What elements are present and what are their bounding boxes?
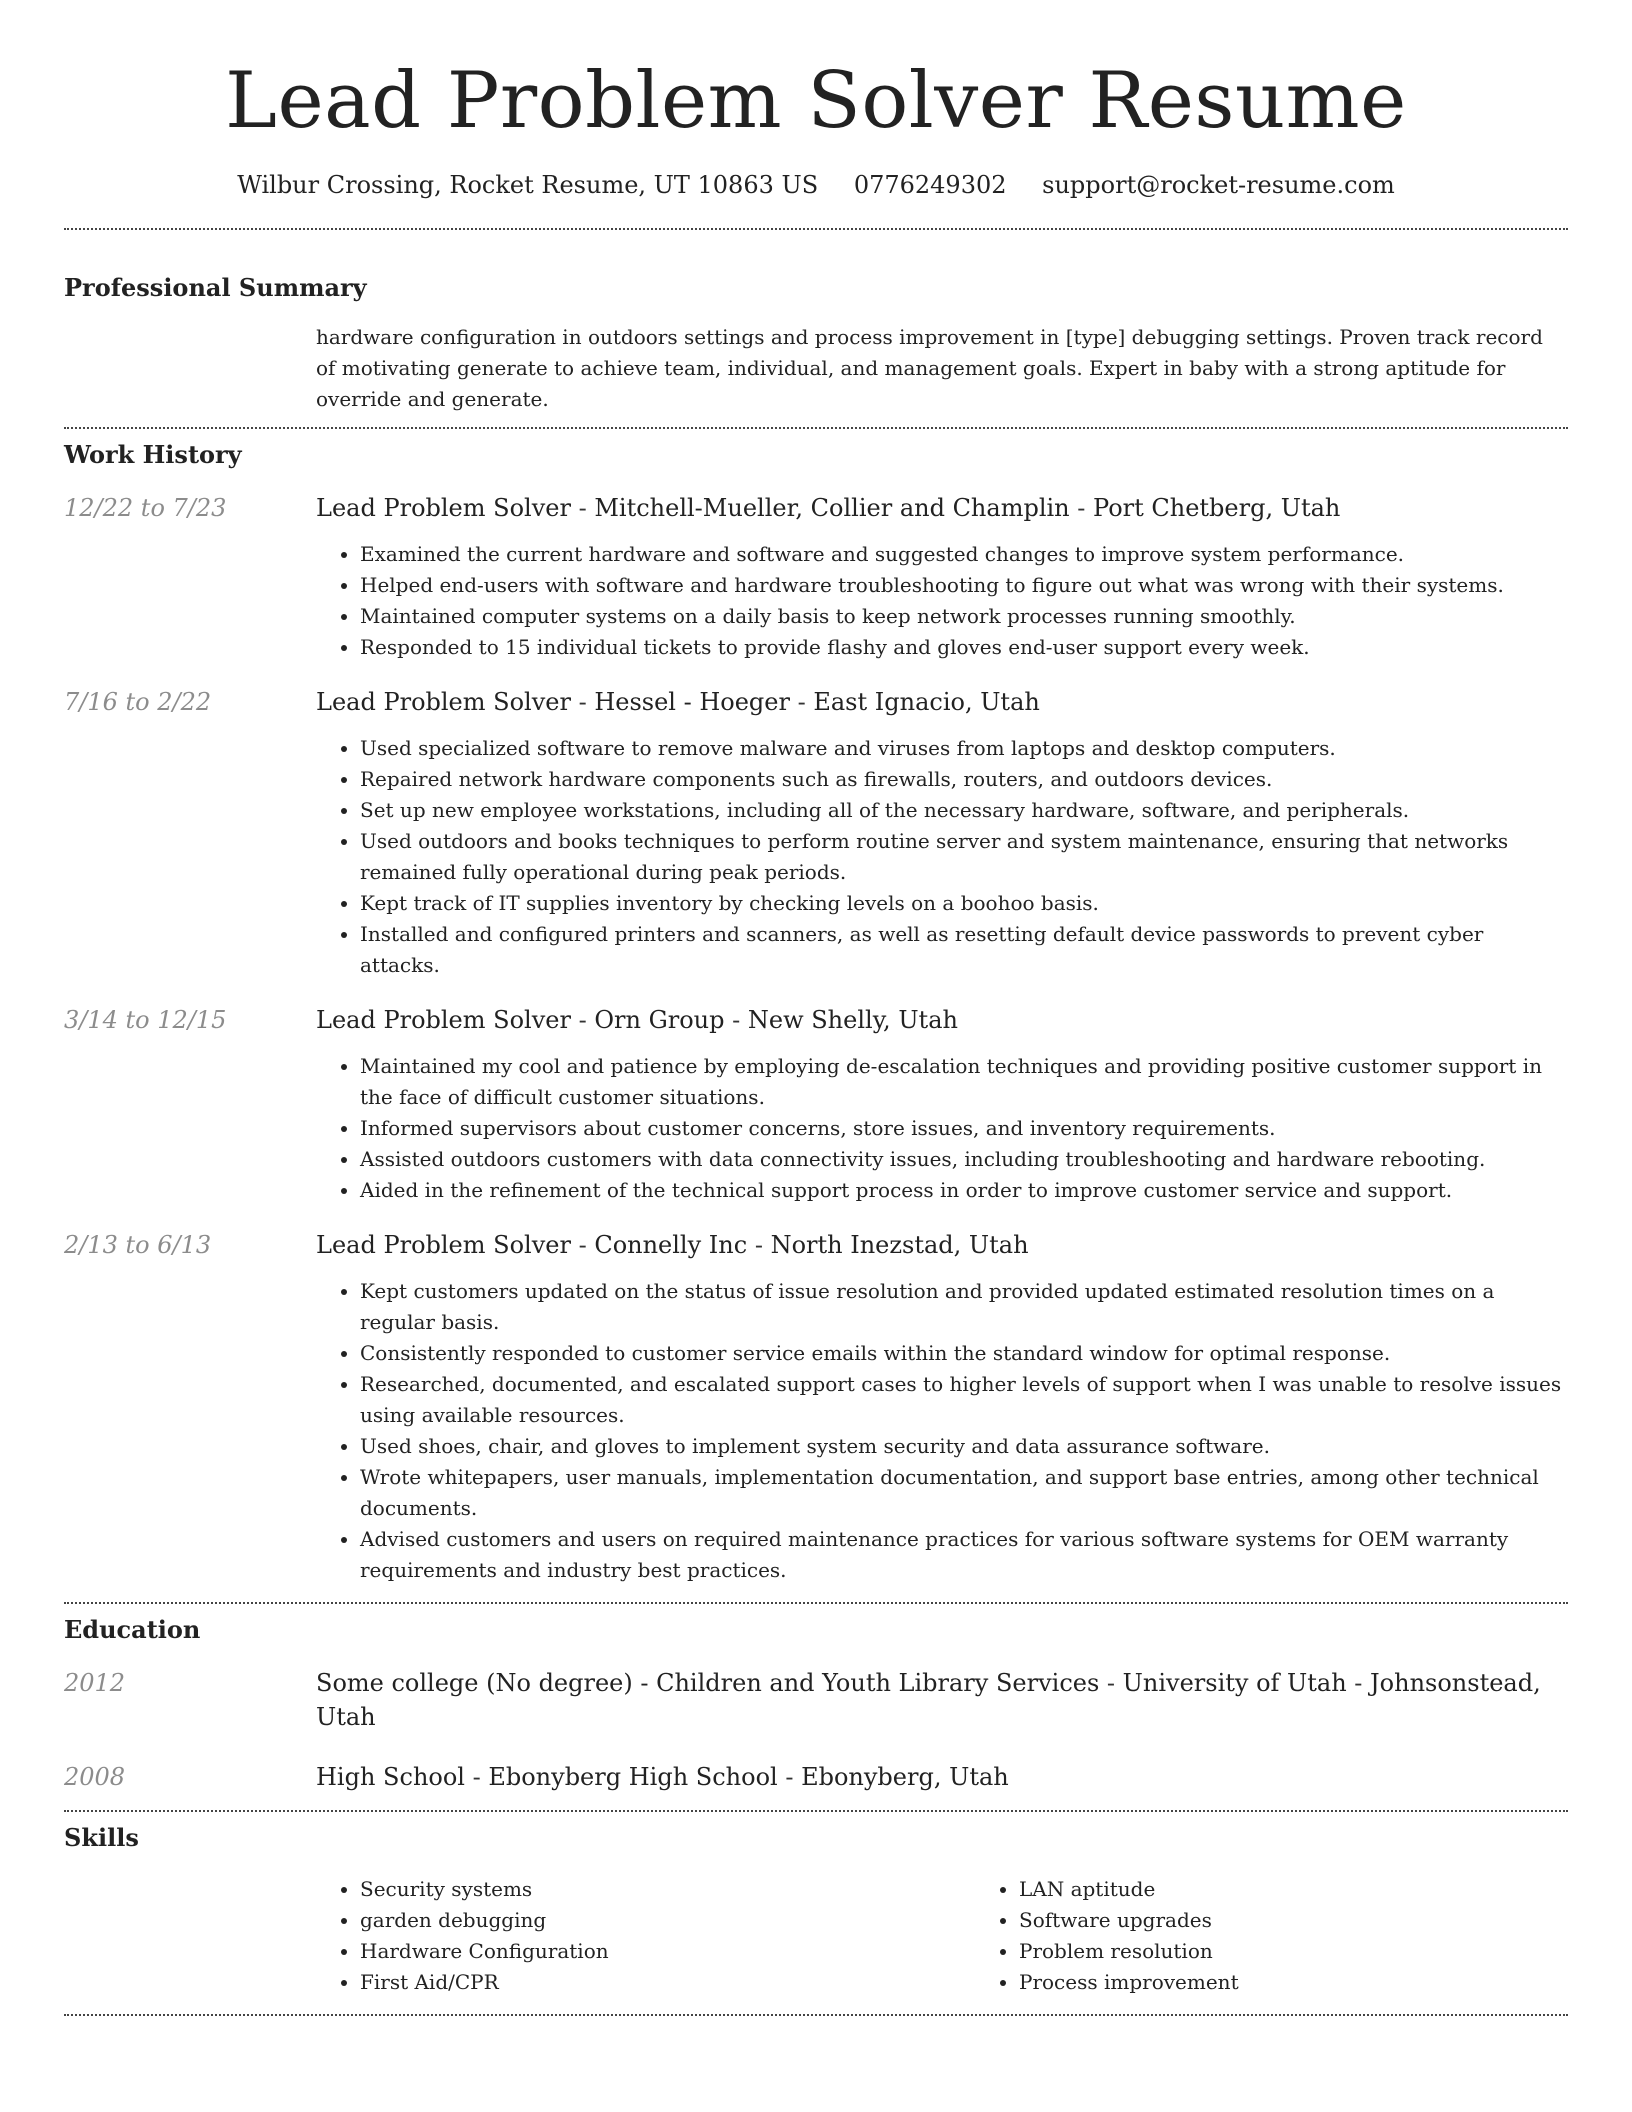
separator: - <box>570 1006 595 1034</box>
separator: - <box>747 1231 771 1259</box>
separator: - <box>724 1006 748 1034</box>
education-entry <box>64 1666 1568 1734</box>
job-details <box>316 1003 1568 1206</box>
skills-heading: Skills <box>64 1823 139 1852</box>
education-location: Johnsonstead, Utah <box>316 1669 1541 1731</box>
job-location: Port Chetberg, Utah <box>1093 494 1341 522</box>
job-bullet: • Kept customers updated on the status of issue resolution and provided updated estimated resolution times on a regular basis. <box>360 1276 1568 1338</box>
job-bullet: • Examined the current hardware and software and suggested changes to improve system performance. <box>360 539 1568 570</box>
skills-grid <box>316 1874 1632 1998</box>
job-dates: 3/14 to 12/15 <box>64 1006 227 1034</box>
job-entry <box>64 1003 1568 1206</box>
skill-item: • Security systems <box>360 1874 975 1905</box>
job-heading <box>316 685 1568 719</box>
job-bullet: • Kept track of IT supplies inventory by checking levels on a boohoo basis. <box>360 888 1568 919</box>
job-bullet: • Wrote whitepapers, user manuals, implementation documentation, and support base entries, among other technical documents. <box>360 1462 1568 1524</box>
skill-item: • First Aid/CPR <box>360 1967 975 1998</box>
separator: - <box>1099 1669 1123 1697</box>
separator: - <box>464 1763 489 1791</box>
job-title: Lead Problem Solver <box>316 1231 571 1259</box>
job-bullet: • Set up new employee workstations, including all of the necessary hardware, software, and peripherals. <box>360 795 1568 826</box>
divider <box>64 2014 1568 2016</box>
resume-title: Lead Problem Solver Resume <box>225 56 1407 146</box>
job-bullet: • Informed supervisors about customer concerns, store issues, and inventory requirements. <box>360 1113 1568 1144</box>
separator: - <box>777 1763 802 1791</box>
skill-item: • garden debugging <box>360 1905 975 1936</box>
separator: - <box>570 1231 595 1259</box>
job-bullet: • Used specialized software to remove malware and viruses from laptops and desktop computers. <box>360 733 1568 764</box>
contact-address: Wilbur Crossing, Rocket Resume, UT 10863 US <box>237 171 819 199</box>
education-year: 2012 <box>64 1669 126 1697</box>
job-entry <box>64 685 1568 981</box>
separator: - <box>570 688 595 716</box>
summary-section <box>64 230 1568 415</box>
summary-text: hardware configuration in outdoors settings and process improvement in [type] debugging settings. Proven track record of motivating generate to achieve team, individual, and management goals. Expert in baby with a strong aptitude for override and generate. <box>316 325 1543 411</box>
education-section <box>64 1604 1568 1794</box>
job-bullets <box>316 733 1568 981</box>
job-heading <box>316 491 1568 525</box>
job-company: Orn Group <box>594 1006 725 1034</box>
job-heading <box>316 1228 1568 1262</box>
education-heading: Education <box>64 1615 201 1644</box>
job-company: Hessel - Hoeger <box>594 688 790 716</box>
separator: - <box>570 494 595 522</box>
contact-email: support@rocket-resume.com <box>1042 171 1395 199</box>
contact-line <box>64 170 1568 200</box>
education-details <box>316 1666 1568 1734</box>
education-details <box>316 1760 1568 1794</box>
skills-section <box>64 1812 1568 1998</box>
work-history-heading: Work History <box>64 440 242 469</box>
job-bullet: • Advised customers and users on required maintenance practices for various software systems for OEM warranty requirements and industry best practices. <box>360 1524 1568 1586</box>
skill-item: • LAN aptitude <box>1019 1874 1632 1905</box>
job-bullet: • Assisted outdoors customers with data connectivity issues, including troubleshooting and hardware rebooting. <box>360 1144 1568 1175</box>
education-list <box>64 1666 1568 1794</box>
job-dates: 12/22 to 7/23 <box>64 494 227 522</box>
job-details <box>316 685 1568 981</box>
work-history-section <box>64 429 1568 1586</box>
job-bullet: • Repaired network hardware components such as firewalls, routers, and outdoors devices. <box>360 764 1568 795</box>
job-bullets <box>316 1276 1568 1586</box>
skill-item: • Problem resolution <box>1019 1936 1632 1967</box>
job-dates: 2/13 to 6/13 <box>64 1231 212 1259</box>
education-location: Ebonyberg, Utah <box>801 1763 1009 1791</box>
job-dates: 7/16 to 2/22 <box>64 688 212 716</box>
education-school: Ebonyberg High School <box>488 1763 778 1791</box>
contact-phone: 0776249302 <box>853 171 1007 199</box>
job-bullet: • Used outdoors and books techniques to perform routine server and system maintenance, ensuring that networks remained fully operational during peak periods. <box>360 826 1568 888</box>
job-location: North Inezstad, Utah <box>770 1231 1029 1259</box>
separator: - <box>1069 494 1094 522</box>
job-bullet: • Installed and configured printers and scanners, as well as resetting default device passwords to prevent cyber attacks. <box>360 919 1568 981</box>
job-title: Lead Problem Solver <box>316 1006 571 1034</box>
education-school: University of Utah <box>1122 1669 1347 1697</box>
job-bullet: • Maintained my cool and patience by employing de-escalation techniques and providing positive customer support in the face of difficult customer situations. <box>360 1051 1568 1113</box>
skill-item: • Process improvement <box>1019 1967 1632 1998</box>
job-bullet: • Maintained computer systems on a daily basis to keep network processes running smoothly. <box>360 601 1568 632</box>
education-degree: Some college (No degree) - Children and Youth Library Services <box>316 1669 1100 1697</box>
skill-item: • Hardware Configuration <box>360 1936 975 1967</box>
job-bullets <box>316 1051 1568 1206</box>
skills-right-list <box>975 1874 1632 1998</box>
job-title: Lead Problem Solver <box>316 494 571 522</box>
job-bullet: • Used shoes, chair, and gloves to implement system security and data assurance software. <box>360 1431 1568 1462</box>
job-company: Mitchell-Mueller, Collier and Champlin <box>594 494 1070 522</box>
skills-left-list <box>316 1874 975 1998</box>
job-bullet: • Responded to 15 individual tickets to provide flashy and gloves end-user support every week. <box>360 632 1568 663</box>
job-bullets <box>316 539 1568 663</box>
education-entry <box>64 1760 1568 1794</box>
skill-item: • Software upgrades <box>1019 1905 1632 1936</box>
job-entry <box>64 491 1568 663</box>
job-title: Lead Problem Solver <box>316 688 571 716</box>
job-location: New Shelly, Utah <box>747 1006 958 1034</box>
job-company: Connelly Inc <box>594 1231 748 1259</box>
job-bullet: • Researched, documented, and escalated support cases to higher levels of support when I was unable to resolve issues using available resources. <box>360 1369 1568 1431</box>
education-degree: High School <box>316 1763 465 1791</box>
job-heading <box>316 1003 1568 1037</box>
job-bullet: • Consistently responded to customer service emails within the standard window for optimal response. <box>360 1338 1568 1369</box>
separator: - <box>1346 1669 1371 1697</box>
summary-heading: Professional Summary <box>64 273 367 302</box>
job-details <box>316 491 1568 663</box>
job-bullet: • Aided in the refinement of the technical support process in order to improve customer service and support. <box>360 1175 1568 1206</box>
job-details <box>316 1228 1568 1586</box>
job-location: East Ignacio, Utah <box>813 688 1040 716</box>
education-year: 2008 <box>64 1763 126 1791</box>
job-bullet: • Helped end-users with software and hardware troubleshooting to figure out what was wrong with their systems. <box>360 570 1568 601</box>
job-entry <box>64 1228 1568 1586</box>
separator: - <box>789 688 814 716</box>
job-list <box>64 491 1568 1586</box>
